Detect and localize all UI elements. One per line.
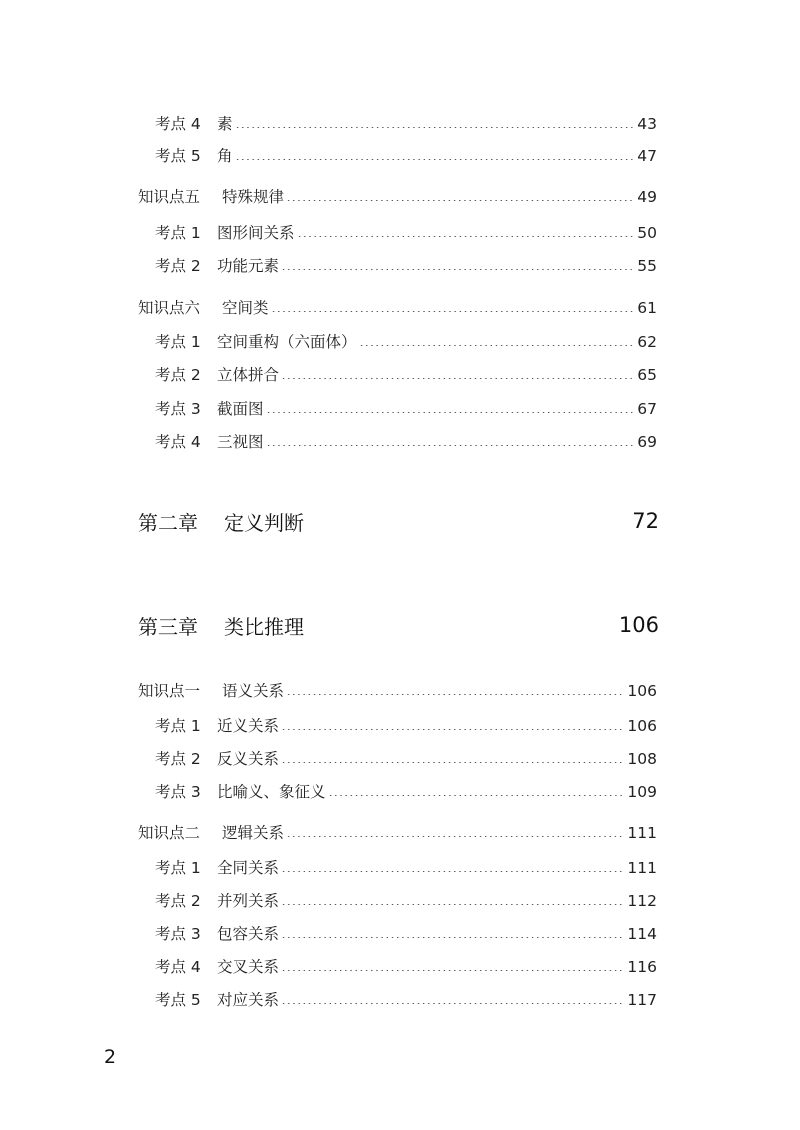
chapter-title: 定义判断 bbox=[224, 510, 304, 535]
entry-prefix: 考点 3 bbox=[155, 783, 201, 801]
entry-page: 116 bbox=[627, 958, 657, 976]
entry-title: 三视图 bbox=[217, 433, 264, 451]
chapter-number: 第三章 bbox=[138, 614, 198, 639]
entry-prefix: 考点 2 bbox=[155, 366, 201, 384]
chapter-number: 第二章 bbox=[138, 510, 198, 535]
toc-entry[interactable] bbox=[0, 746, 800, 772]
entry-page: 50 bbox=[637, 224, 657, 242]
entry-prefix: 考点 5 bbox=[155, 991, 201, 1009]
entry-page: 65 bbox=[637, 366, 657, 384]
dot-leader bbox=[359, 345, 636, 346]
entry-prefix: 考点 3 bbox=[155, 925, 201, 943]
page-number: 2 bbox=[104, 1046, 117, 1068]
entry-page: 47 bbox=[637, 147, 657, 165]
toc-entry[interactable] bbox=[0, 220, 800, 246]
toc-entry[interactable] bbox=[0, 855, 800, 881]
toc-entry[interactable] bbox=[0, 779, 800, 805]
entry-prefix: 知识点一 bbox=[138, 682, 201, 700]
entry-prefix: 考点 1 bbox=[155, 717, 201, 735]
entry-page: 108 bbox=[627, 750, 657, 768]
dot-leader bbox=[271, 311, 636, 312]
toc-entry[interactable] bbox=[0, 678, 800, 704]
dot-leader bbox=[286, 694, 625, 695]
dot-leader bbox=[266, 445, 636, 446]
dot-leader bbox=[235, 159, 636, 160]
entry-page: 67 bbox=[637, 400, 657, 418]
entry-prefix: 考点 2 bbox=[155, 892, 201, 910]
dot-leader bbox=[281, 378, 635, 379]
chapter-heading[interactable] bbox=[138, 505, 659, 537]
toc-entry[interactable] bbox=[0, 429, 800, 455]
entry-page: 69 bbox=[637, 433, 657, 451]
entry-page: 109 bbox=[627, 783, 657, 801]
dot-leader bbox=[281, 871, 625, 872]
toc-entry[interactable] bbox=[0, 820, 800, 846]
entry-page: 43 bbox=[637, 115, 657, 133]
toc-entry[interactable] bbox=[0, 253, 800, 279]
chapter-page: 106 bbox=[618, 613, 659, 637]
entry-prefix: 考点 4 bbox=[155, 115, 201, 133]
toc-entry[interactable] bbox=[0, 111, 800, 137]
entry-title: 比喻义、象征义 bbox=[217, 783, 326, 801]
dot-leader bbox=[297, 236, 636, 237]
entry-title: 空间类 bbox=[222, 299, 269, 317]
entry-title: 空间重构（六面体） bbox=[217, 333, 357, 351]
toc-entry[interactable] bbox=[0, 954, 800, 980]
entry-title: 交叉关系 bbox=[217, 958, 280, 976]
dot-leader bbox=[281, 970, 625, 971]
entry-title: 包容关系 bbox=[217, 925, 280, 943]
entry-page: 111 bbox=[627, 824, 657, 842]
entry-title: 角 bbox=[217, 147, 233, 165]
entry-prefix: 考点 1 bbox=[155, 224, 201, 242]
entry-prefix: 考点 5 bbox=[155, 147, 201, 165]
chapter-page: 72 bbox=[632, 509, 659, 533]
dot-leader bbox=[235, 127, 636, 128]
toc-entry[interactable] bbox=[0, 921, 800, 947]
entry-title: 立体拼合 bbox=[217, 366, 280, 384]
entry-title: 对应关系 bbox=[217, 991, 280, 1009]
dot-leader bbox=[281, 904, 625, 905]
entry-page: 55 bbox=[637, 257, 657, 275]
entry-title: 近义关系 bbox=[217, 717, 280, 735]
entry-title: 素 bbox=[217, 115, 233, 133]
entry-page: 49 bbox=[637, 188, 657, 206]
dot-leader bbox=[266, 412, 636, 413]
entry-prefix: 考点 4 bbox=[155, 433, 201, 451]
entry-prefix: 考点 2 bbox=[155, 750, 201, 768]
toc-entry[interactable] bbox=[0, 143, 800, 169]
entry-prefix: 考点 3 bbox=[155, 400, 201, 418]
entry-page: 61 bbox=[637, 299, 657, 317]
entry-page: 111 bbox=[627, 859, 657, 877]
chapter-title: 类比推理 bbox=[224, 614, 304, 639]
entry-page: 62 bbox=[637, 333, 657, 351]
entry-prefix: 考点 1 bbox=[155, 333, 201, 351]
entry-prefix: 知识点二 bbox=[138, 824, 201, 842]
entry-prefix: 知识点五 bbox=[138, 188, 201, 206]
dot-leader bbox=[281, 269, 635, 270]
chapter-heading[interactable] bbox=[138, 609, 659, 641]
entry-title: 语义关系 bbox=[222, 682, 285, 700]
dot-leader bbox=[286, 836, 625, 837]
toc-entry[interactable] bbox=[0, 396, 800, 422]
dot-leader bbox=[281, 762, 625, 763]
entry-prefix: 知识点六 bbox=[138, 299, 201, 317]
toc-entry[interactable] bbox=[0, 888, 800, 914]
entry-page: 117 bbox=[627, 991, 657, 1009]
toc-entry[interactable] bbox=[0, 295, 800, 321]
entry-page: 106 bbox=[627, 682, 657, 700]
dot-leader bbox=[281, 1003, 625, 1004]
entry-prefix: 考点 4 bbox=[155, 958, 201, 976]
toc-entry[interactable] bbox=[0, 362, 800, 388]
entry-title: 反义关系 bbox=[217, 750, 280, 768]
entry-prefix: 考点 2 bbox=[155, 257, 201, 275]
entry-title: 图形间关系 bbox=[217, 224, 295, 242]
entry-page: 106 bbox=[627, 717, 657, 735]
entry-page: 114 bbox=[627, 925, 657, 943]
entry-title: 特殊规律 bbox=[222, 188, 285, 206]
entry-title: 全同关系 bbox=[217, 859, 280, 877]
entry-title: 功能元素 bbox=[217, 257, 280, 275]
entry-page: 112 bbox=[627, 892, 657, 910]
entry-title: 并列关系 bbox=[217, 892, 280, 910]
toc-entry[interactable] bbox=[0, 329, 800, 355]
toc-entry[interactable] bbox=[0, 184, 800, 210]
entry-title: 截面图 bbox=[217, 400, 264, 418]
toc-entry[interactable] bbox=[0, 713, 800, 739]
entry-prefix: 考点 1 bbox=[155, 859, 201, 877]
dot-leader bbox=[328, 795, 626, 796]
dot-leader bbox=[281, 729, 625, 730]
dot-leader bbox=[286, 200, 635, 201]
toc-entry[interactable] bbox=[0, 987, 800, 1013]
dot-leader bbox=[281, 937, 625, 938]
entry-title: 逻辑关系 bbox=[222, 824, 285, 842]
